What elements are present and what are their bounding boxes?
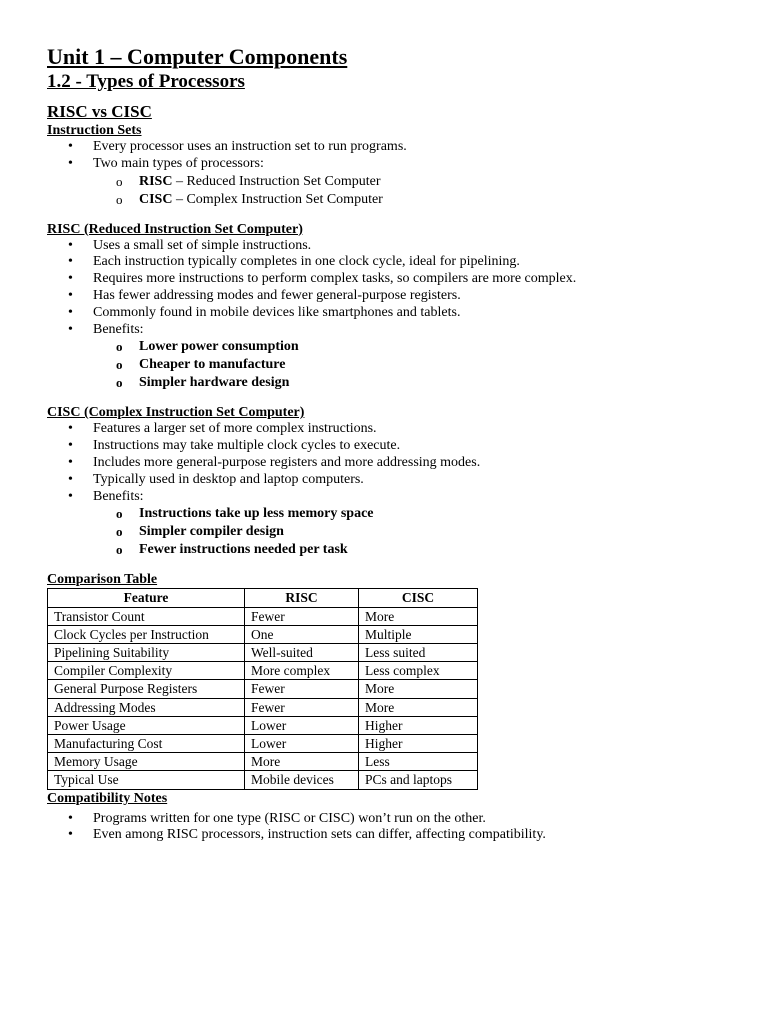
table-cell: One bbox=[245, 625, 359, 643]
table-row bbox=[48, 771, 478, 789]
list-item: • Even among RISC processors, instruction sets can differ, affecting compatibility. bbox=[47, 827, 737, 844]
table-row bbox=[48, 625, 478, 643]
page-title: Unit 1 – Computer Components bbox=[47, 44, 348, 69]
table-cell: Well-suited bbox=[245, 643, 359, 661]
risc-list bbox=[47, 238, 737, 393]
table-cell: Typical Use bbox=[48, 771, 245, 789]
benefit-item: o Simpler compiler design bbox=[47, 523, 737, 541]
processor-type-term: CISC bbox=[139, 191, 173, 207]
table-cell: Higher bbox=[359, 734, 478, 752]
table-cell: Multiple bbox=[359, 625, 478, 643]
document-page bbox=[47, 43, 737, 844]
sub-list-item bbox=[47, 173, 737, 191]
column-header: Feature bbox=[48, 589, 245, 607]
section-heading: RISC vs CISC bbox=[47, 102, 152, 121]
table-cell: General Purpose Registers bbox=[48, 680, 245, 698]
benefit-item: o Simpler hardware design bbox=[47, 374, 737, 392]
list-item: • Benefits: bbox=[47, 489, 737, 506]
benefit-item: o Cheaper to manufacture bbox=[47, 356, 737, 374]
list-item: • Benefits: bbox=[47, 322, 737, 339]
table-header-row bbox=[48, 589, 478, 607]
list-item: • Has fewer addressing modes and fewer general-purpose registers. bbox=[47, 288, 737, 305]
table-cell: Less suited bbox=[359, 643, 478, 661]
list-item: • Requires more instructions to perform complex tasks, so compilers are more complex. bbox=[47, 271, 737, 288]
table-cell: Less complex bbox=[359, 662, 478, 680]
table-cell: More bbox=[359, 607, 478, 625]
table-cell: More bbox=[359, 698, 478, 716]
benefit-item: o Fewer instructions needed per task bbox=[47, 541, 737, 559]
instruction-sets-list bbox=[47, 139, 737, 209]
table-cell: Compiler Complexity bbox=[48, 662, 245, 680]
table-cell: Clock Cycles per Instruction bbox=[48, 625, 245, 643]
list-item: • Programs written for one type (RISC or CISC) won’t run on the other. bbox=[47, 811, 737, 828]
table-cell: Fewer bbox=[245, 680, 359, 698]
list-item: • Typically used in desktop and laptop computers. bbox=[47, 472, 737, 489]
table-row bbox=[48, 698, 478, 716]
table-row bbox=[48, 680, 478, 698]
table-row bbox=[48, 716, 478, 734]
table-cell: Lower bbox=[245, 716, 359, 734]
cisc-heading: CISC (Complex Instruction Set Computer) bbox=[47, 405, 305, 421]
list-item: • Each instruction typically completes in one clock cycle, ideal for pipelining. bbox=[47, 254, 737, 271]
sub-list-item bbox=[47, 191, 737, 209]
table-row bbox=[48, 734, 478, 752]
list-item: • Every processor uses an instruction set to run programs. bbox=[47, 139, 737, 156]
table-cell: Addressing Modes bbox=[48, 698, 245, 716]
table-cell: Power Usage bbox=[48, 716, 245, 734]
list-item: • Two main types of processors: bbox=[47, 156, 737, 173]
table-row bbox=[48, 607, 478, 625]
comparison-heading: Comparison Table bbox=[47, 572, 158, 588]
processor-type-desc: – Complex Instruction Set Computer bbox=[172, 191, 383, 207]
list-item: • Features a larger set of more complex instructions. bbox=[47, 421, 737, 438]
table-cell: Memory Usage bbox=[48, 753, 245, 771]
column-header: CISC bbox=[359, 589, 478, 607]
table-cell: More bbox=[245, 753, 359, 771]
list-item: • Includes more general-purpose registers and more addressing modes. bbox=[47, 455, 737, 472]
processor-type-term: RISC bbox=[139, 173, 173, 189]
table-cell: More complex bbox=[245, 662, 359, 680]
table-cell: Fewer bbox=[245, 607, 359, 625]
table-cell: Pipelining Suitability bbox=[48, 643, 245, 661]
table-cell: Fewer bbox=[245, 698, 359, 716]
column-header: RISC bbox=[245, 589, 359, 607]
cisc-list bbox=[47, 421, 737, 559]
table-cell: Less bbox=[359, 753, 478, 771]
table-row bbox=[48, 643, 478, 661]
processor-type-desc: – Reduced Instruction Set Computer bbox=[172, 173, 381, 189]
table-row bbox=[48, 753, 478, 771]
table-cell: Lower bbox=[245, 734, 359, 752]
instruction-sets-heading: Instruction Sets bbox=[47, 123, 142, 138]
list-item: • Commonly found in mobile devices like smartphones and tablets. bbox=[47, 305, 737, 322]
risc-heading: RISC (Reduced Instruction Set Computer) bbox=[47, 221, 303, 237]
benefit-item: o Lower power consumption bbox=[47, 338, 737, 356]
compatibility-heading: Compatibility Notes bbox=[47, 790, 168, 806]
list-item: • Uses a small set of simple instructions. bbox=[47, 238, 737, 255]
table-cell: PCs and laptops bbox=[359, 771, 478, 789]
list-item: • Instructions may take multiple clock cycles to execute. bbox=[47, 438, 737, 455]
table-cell: More bbox=[359, 680, 478, 698]
table-cell: Mobile devices bbox=[245, 771, 359, 789]
comparison-table bbox=[47, 588, 478, 789]
compatibility-list bbox=[47, 811, 737, 845]
benefit-item: o Instructions take up less memory space bbox=[47, 505, 737, 523]
page-subtitle: 1.2 - Types of Processors bbox=[47, 71, 245, 92]
table-cell: Higher bbox=[359, 716, 478, 734]
table-row bbox=[48, 662, 478, 680]
table-cell: Manufacturing Cost bbox=[48, 734, 245, 752]
table-cell: Transistor Count bbox=[48, 607, 245, 625]
